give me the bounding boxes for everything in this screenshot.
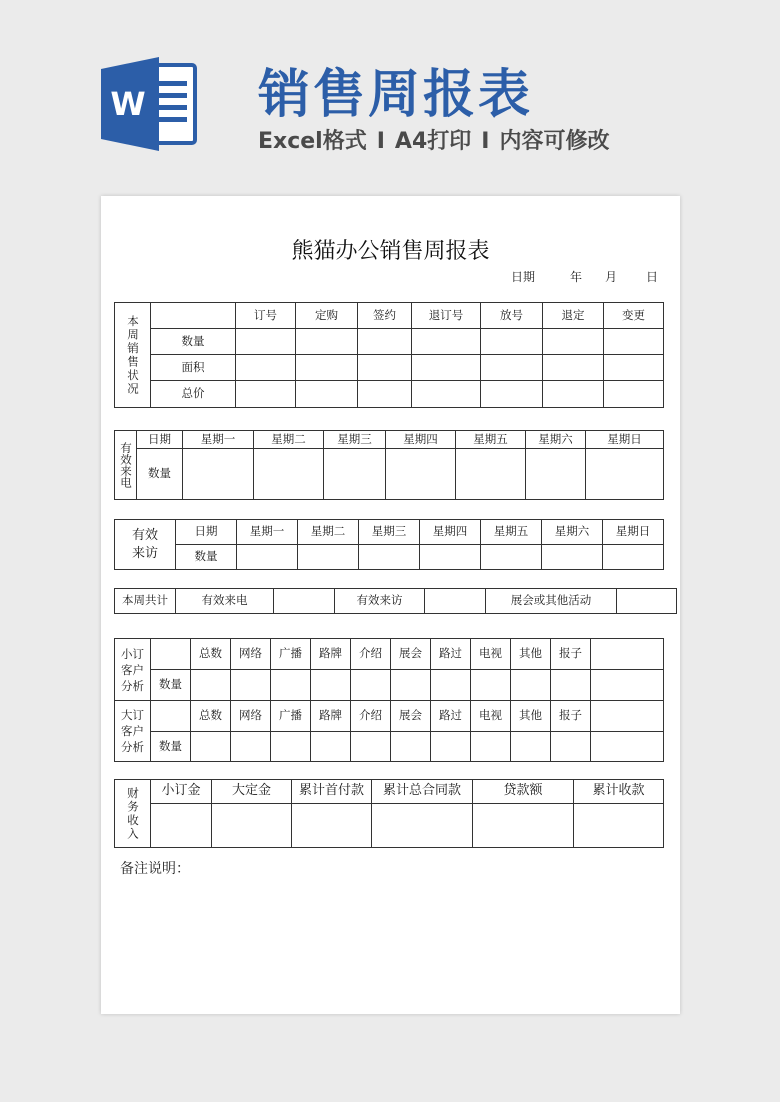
weekday-header: 星期二 bbox=[254, 431, 324, 449]
row-label: 数量 bbox=[176, 545, 237, 570]
input-cell[interactable] bbox=[481, 329, 543, 355]
input-cell[interactable] bbox=[391, 732, 431, 762]
source-header: 路过 bbox=[431, 701, 471, 732]
source-header: 报子 bbox=[551, 701, 591, 732]
input-cell[interactable] bbox=[586, 449, 664, 500]
input-cell[interactable] bbox=[471, 670, 511, 701]
finance-header: 贷款额 bbox=[473, 780, 574, 804]
header-cell: 放号 bbox=[481, 303, 543, 329]
input-cell[interactable] bbox=[183, 449, 254, 500]
weekday-header: 星期一 bbox=[237, 520, 298, 545]
banner-separator: I bbox=[376, 129, 385, 154]
source-header: 电视 bbox=[471, 701, 511, 732]
source-header: 广播 bbox=[271, 639, 311, 670]
source-header: 总数 bbox=[191, 701, 231, 732]
input-cell[interactable] bbox=[311, 670, 351, 701]
source-header: 介绍 bbox=[351, 701, 391, 732]
input-cell[interactable] bbox=[551, 732, 591, 762]
input-cell[interactable] bbox=[236, 355, 296, 381]
source-header: 其他 bbox=[511, 701, 551, 732]
weekday-header: 星期一 bbox=[183, 431, 254, 449]
source-header: 广播 bbox=[271, 701, 311, 732]
weekday-header: 星期四 bbox=[386, 431, 456, 449]
input-cell[interactable] bbox=[386, 449, 456, 500]
input-cell[interactable] bbox=[456, 449, 526, 500]
row-label: 数量 bbox=[151, 329, 236, 355]
input-cell[interactable] bbox=[296, 381, 358, 408]
input-cell[interactable] bbox=[481, 545, 542, 570]
input-cell[interactable] bbox=[311, 732, 351, 762]
input-cell[interactable] bbox=[254, 449, 324, 500]
weekday-header: 星期六 bbox=[526, 431, 586, 449]
input-cell[interactable] bbox=[481, 381, 543, 408]
header-cell: 定购 bbox=[296, 303, 358, 329]
input-cell[interactable] bbox=[372, 804, 473, 848]
input-cell[interactable] bbox=[481, 355, 543, 381]
input-cell[interactable] bbox=[296, 355, 358, 381]
input-cell[interactable] bbox=[292, 804, 372, 848]
input-cell[interactable] bbox=[151, 804, 212, 848]
input-cell[interactable] bbox=[574, 804, 664, 848]
input-cell[interactable] bbox=[359, 545, 420, 570]
source-header: 路牌 bbox=[311, 701, 351, 732]
finance-income-table bbox=[114, 779, 664, 848]
events-label: 展会或其他活动 bbox=[486, 589, 617, 614]
weekday-header: 星期日 bbox=[586, 431, 664, 449]
source-header: 报子 bbox=[551, 639, 591, 670]
input-cell[interactable] bbox=[412, 381, 481, 408]
customer-analysis-table bbox=[114, 638, 664, 762]
source-header: 展会 bbox=[391, 701, 431, 732]
banner-title: 销售周报表 bbox=[258, 65, 534, 125]
source-header: 总数 bbox=[191, 639, 231, 670]
remark-label: 备注说明： bbox=[120, 861, 190, 877]
month-label: 月 bbox=[605, 270, 618, 284]
valid-calls-side-label: 有效来电 bbox=[115, 431, 137, 500]
input-cell[interactable] bbox=[391, 670, 431, 701]
date-header: 日期 bbox=[137, 431, 183, 449]
input-cell[interactable] bbox=[358, 381, 412, 408]
input-cell[interactable] bbox=[471, 732, 511, 762]
weekday-header: 星期五 bbox=[456, 431, 526, 449]
input-cell[interactable] bbox=[351, 732, 391, 762]
large-order-side-label: 大订 客户 分析 bbox=[115, 701, 151, 762]
weekday-header: 星期三 bbox=[324, 431, 386, 449]
calls-label: 有效来电 bbox=[176, 589, 274, 614]
input-cell[interactable] bbox=[431, 732, 471, 762]
header-cell: 变更 bbox=[604, 303, 664, 329]
banner-subtitle bbox=[258, 124, 609, 155]
input-cell[interactable] bbox=[191, 732, 231, 762]
input-cell[interactable] bbox=[191, 670, 231, 701]
day-label: 日 bbox=[646, 270, 659, 284]
header-cell: 签约 bbox=[358, 303, 412, 329]
header-cell: 退定 bbox=[543, 303, 604, 329]
word-document-icon bbox=[101, 57, 199, 151]
source-header: 介绍 bbox=[351, 639, 391, 670]
input-cell[interactable] bbox=[542, 545, 603, 570]
input-cell[interactable] bbox=[543, 355, 604, 381]
input-cell[interactable] bbox=[237, 545, 298, 570]
source-header: 路过 bbox=[431, 639, 471, 670]
sales-status-side-label: 本周销售状况 bbox=[115, 303, 151, 408]
input-cell[interactable] bbox=[236, 381, 296, 408]
date-label: 日期 bbox=[511, 270, 536, 284]
finance-header: 累计总合同款 bbox=[372, 780, 473, 804]
source-header: 网络 bbox=[231, 701, 271, 732]
input-cell[interactable] bbox=[591, 732, 664, 762]
input-cell[interactable] bbox=[358, 329, 412, 355]
input-cell[interactable] bbox=[231, 732, 271, 762]
weekday-header: 星期四 bbox=[420, 520, 481, 545]
weekday-header: 星期六 bbox=[542, 520, 603, 545]
input-cell[interactable] bbox=[511, 732, 551, 762]
input-cell[interactable] bbox=[296, 329, 358, 355]
word-icon-letter: W bbox=[110, 85, 146, 123]
input-cell[interactable] bbox=[473, 804, 574, 848]
finance-header: 累计首付款 bbox=[292, 780, 372, 804]
input-cell[interactable] bbox=[274, 589, 335, 614]
input-cell[interactable] bbox=[212, 804, 292, 848]
finance-side-label: 财务收入 bbox=[115, 780, 151, 848]
input-cell[interactable] bbox=[604, 355, 664, 381]
input-cell[interactable] bbox=[412, 355, 481, 381]
source-header: 路牌 bbox=[311, 639, 351, 670]
input-cell[interactable] bbox=[412, 329, 481, 355]
input-cell[interactable] bbox=[271, 732, 311, 762]
input-cell[interactable] bbox=[543, 329, 604, 355]
row-label: 总价 bbox=[151, 381, 236, 408]
input-cell[interactable] bbox=[431, 670, 471, 701]
banner-sub-edit: 内容可修改 bbox=[499, 129, 610, 154]
input-cell[interactable] bbox=[591, 670, 664, 701]
input-cell[interactable] bbox=[425, 589, 486, 614]
weekday-header: 星期五 bbox=[481, 520, 542, 545]
source-header: 网络 bbox=[231, 639, 271, 670]
input-cell[interactable] bbox=[236, 329, 296, 355]
valid-visits-side-label: 有效 来访 bbox=[115, 520, 176, 570]
input-cell[interactable] bbox=[271, 670, 311, 701]
input-cell[interactable] bbox=[358, 355, 412, 381]
input-cell[interactable] bbox=[604, 329, 664, 355]
input-cell[interactable] bbox=[617, 589, 677, 614]
input-cell[interactable] bbox=[511, 670, 551, 701]
input-cell[interactable] bbox=[543, 381, 604, 408]
finance-header: 累计收款 bbox=[574, 780, 664, 804]
weekday-header: 星期日 bbox=[603, 520, 664, 545]
row-label: 数量 bbox=[137, 449, 183, 500]
source-header: 电视 bbox=[471, 639, 511, 670]
weekday-header: 星期三 bbox=[359, 520, 420, 545]
finance-header: 大定金 bbox=[212, 780, 292, 804]
input-cell[interactable] bbox=[351, 670, 391, 701]
weekly-total-table bbox=[114, 588, 677, 614]
banner-separator: I bbox=[481, 129, 490, 154]
input-cell[interactable] bbox=[526, 449, 586, 500]
header-cell: 退订号 bbox=[412, 303, 481, 329]
input-cell[interactable] bbox=[420, 545, 481, 570]
date-header: 日期 bbox=[176, 520, 237, 545]
document-title: 熊猫办公销售周报表 bbox=[291, 239, 490, 264]
banner-sub-print: A4打印 bbox=[394, 129, 472, 154]
input-cell[interactable] bbox=[603, 545, 664, 570]
finance-header: 小订金 bbox=[151, 780, 212, 804]
input-cell[interactable] bbox=[551, 670, 591, 701]
input-cell[interactable] bbox=[231, 670, 271, 701]
weekday-header: 星期二 bbox=[298, 520, 359, 545]
year-label: 年 bbox=[570, 270, 583, 284]
weekly-total-label: 本周共计 bbox=[115, 589, 176, 614]
banner-sub-format: Excel格式 bbox=[258, 129, 367, 154]
row-label: 面积 bbox=[151, 355, 236, 381]
source-header: 展会 bbox=[391, 639, 431, 670]
input-cell[interactable] bbox=[604, 381, 664, 408]
input-cell[interactable] bbox=[298, 545, 359, 570]
input-cell[interactable] bbox=[324, 449, 386, 500]
small-order-side-label: 小订 客户 分析 bbox=[115, 639, 151, 701]
visits-label: 有效来访 bbox=[335, 589, 425, 614]
valid-calls-table bbox=[114, 430, 664, 500]
sales-status-table bbox=[114, 302, 664, 408]
source-header: 其他 bbox=[511, 639, 551, 670]
row-label: 数量 bbox=[151, 732, 191, 762]
document-page bbox=[101, 196, 680, 1014]
header-cell: 订号 bbox=[236, 303, 296, 329]
valid-visits-table bbox=[114, 519, 664, 570]
row-label: 数量 bbox=[151, 670, 191, 701]
